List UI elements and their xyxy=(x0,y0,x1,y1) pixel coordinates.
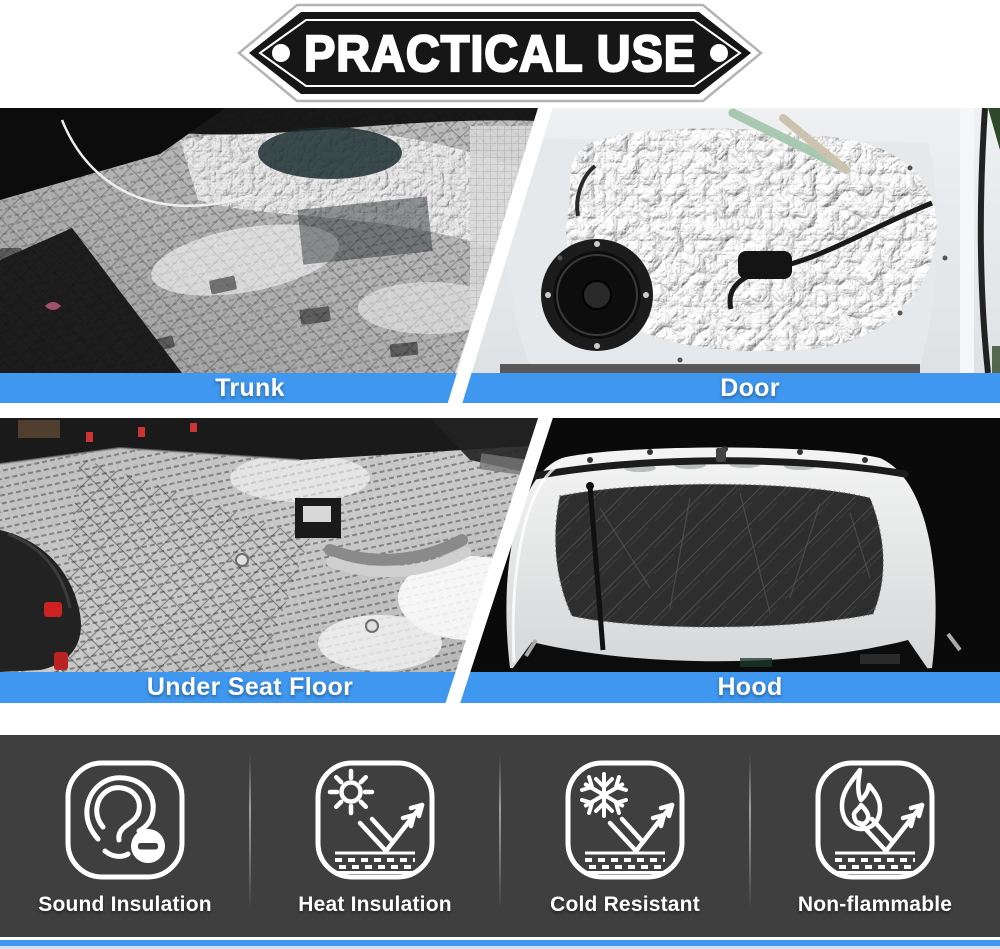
row2-label-bar xyxy=(0,672,1000,703)
banner-dot-left-icon xyxy=(272,44,290,62)
sun-reflect-icon xyxy=(314,759,436,881)
banner-ribbon xyxy=(235,3,765,103)
feature-cold-resistant xyxy=(500,735,750,937)
photo-row-1 xyxy=(0,108,1000,403)
label-under-seat-floor: Under Seat Floor xyxy=(146,673,354,701)
features-section xyxy=(0,735,1000,937)
ear-mute-icon xyxy=(64,759,186,881)
flame-reflect-icon xyxy=(814,759,936,881)
feature-label: Sound Insulation xyxy=(38,893,212,916)
feature-non-flammable xyxy=(750,735,1000,937)
label-door: Door xyxy=(720,373,780,402)
row-gap xyxy=(0,403,1000,418)
snowflake-reflect-icon xyxy=(564,759,686,881)
feature-label: Heat Insulation xyxy=(298,893,452,916)
section-gap xyxy=(0,703,1000,735)
photo-row-2 xyxy=(0,418,1000,703)
banner-title: PRACTICAL USE xyxy=(304,25,696,82)
column-divider xyxy=(749,755,751,910)
label-trunk: Trunk xyxy=(215,373,285,402)
banner xyxy=(0,0,1000,108)
column-divider xyxy=(249,755,251,910)
label-hood: Hood xyxy=(717,673,783,701)
feature-heat-insulation xyxy=(250,735,500,937)
banner-dot-right-icon xyxy=(710,44,728,62)
column-divider xyxy=(499,755,501,910)
row1-label-bar xyxy=(0,373,1000,403)
feature-label: Cold Resistant xyxy=(550,893,700,916)
feature-label: Non-flammable xyxy=(797,893,953,916)
feature-sound-insulation xyxy=(0,735,250,937)
